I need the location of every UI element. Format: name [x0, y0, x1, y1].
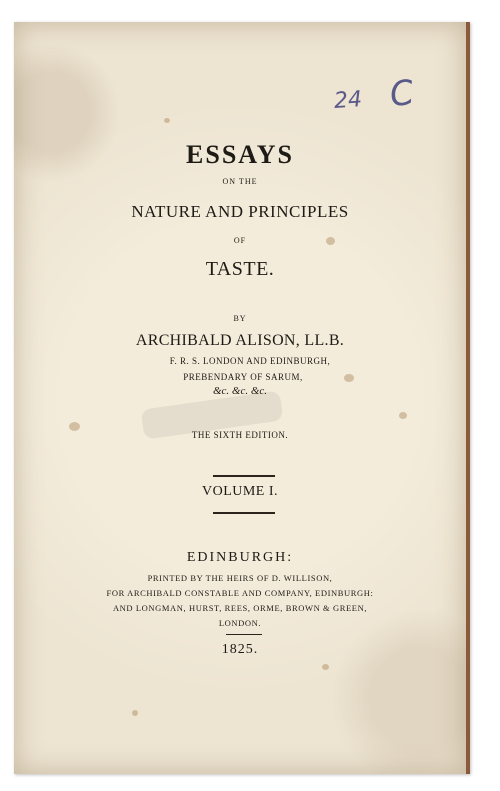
- author-credential: F. R. S. LONDON AND EDINBURGH,: [169, 356, 331, 366]
- imprint-line: AND LONGMAN, HURST, REES, ORME, BROWN & GREEN,: [112, 603, 368, 613]
- book-title: ESSAYS: [186, 140, 294, 169]
- foxing-spot: [164, 118, 170, 123]
- rule-bottom: [213, 512, 275, 514]
- handwritten-number: 24: [333, 87, 363, 114]
- imprint-rule: [226, 634, 262, 635]
- imprint-city: EDINBURGH:: [186, 550, 294, 565]
- author-etc: &c. &c. &c.: [212, 385, 268, 397]
- volume-label: VOLUME I.: [201, 484, 279, 499]
- edition-text: THE SIXTH EDITION.: [191, 430, 289, 440]
- by-text: BY: [233, 314, 247, 323]
- handwritten-letter: C: [387, 72, 417, 116]
- imprint-line: PRINTED BY THE HEIRS OF D. WILLISON,: [147, 573, 333, 583]
- of-text: OF: [233, 236, 247, 245]
- imprint-line: LONDON.: [218, 618, 262, 628]
- foxing-spot: [399, 412, 407, 419]
- publication-year: 1825.: [221, 642, 259, 657]
- author-credential: PREBENDARY OF SARUM,: [183, 372, 303, 382]
- foxing-spot: [322, 664, 329, 670]
- on-the-text: ON THE: [222, 177, 258, 186]
- book-title-taste: TASTE.: [205, 258, 275, 280]
- rule-top: [213, 475, 275, 477]
- imprint-line: FOR ARCHIBALD CONSTABLE AND COMPANY, EDINBURGH:: [106, 588, 374, 598]
- author-name: ARCHIBALD ALISON, LL.B.: [135, 332, 345, 349]
- title-page: [14, 22, 470, 774]
- foxing-spot: [132, 710, 138, 716]
- book-subtitle: NATURE AND PRINCIPLES: [131, 202, 349, 221]
